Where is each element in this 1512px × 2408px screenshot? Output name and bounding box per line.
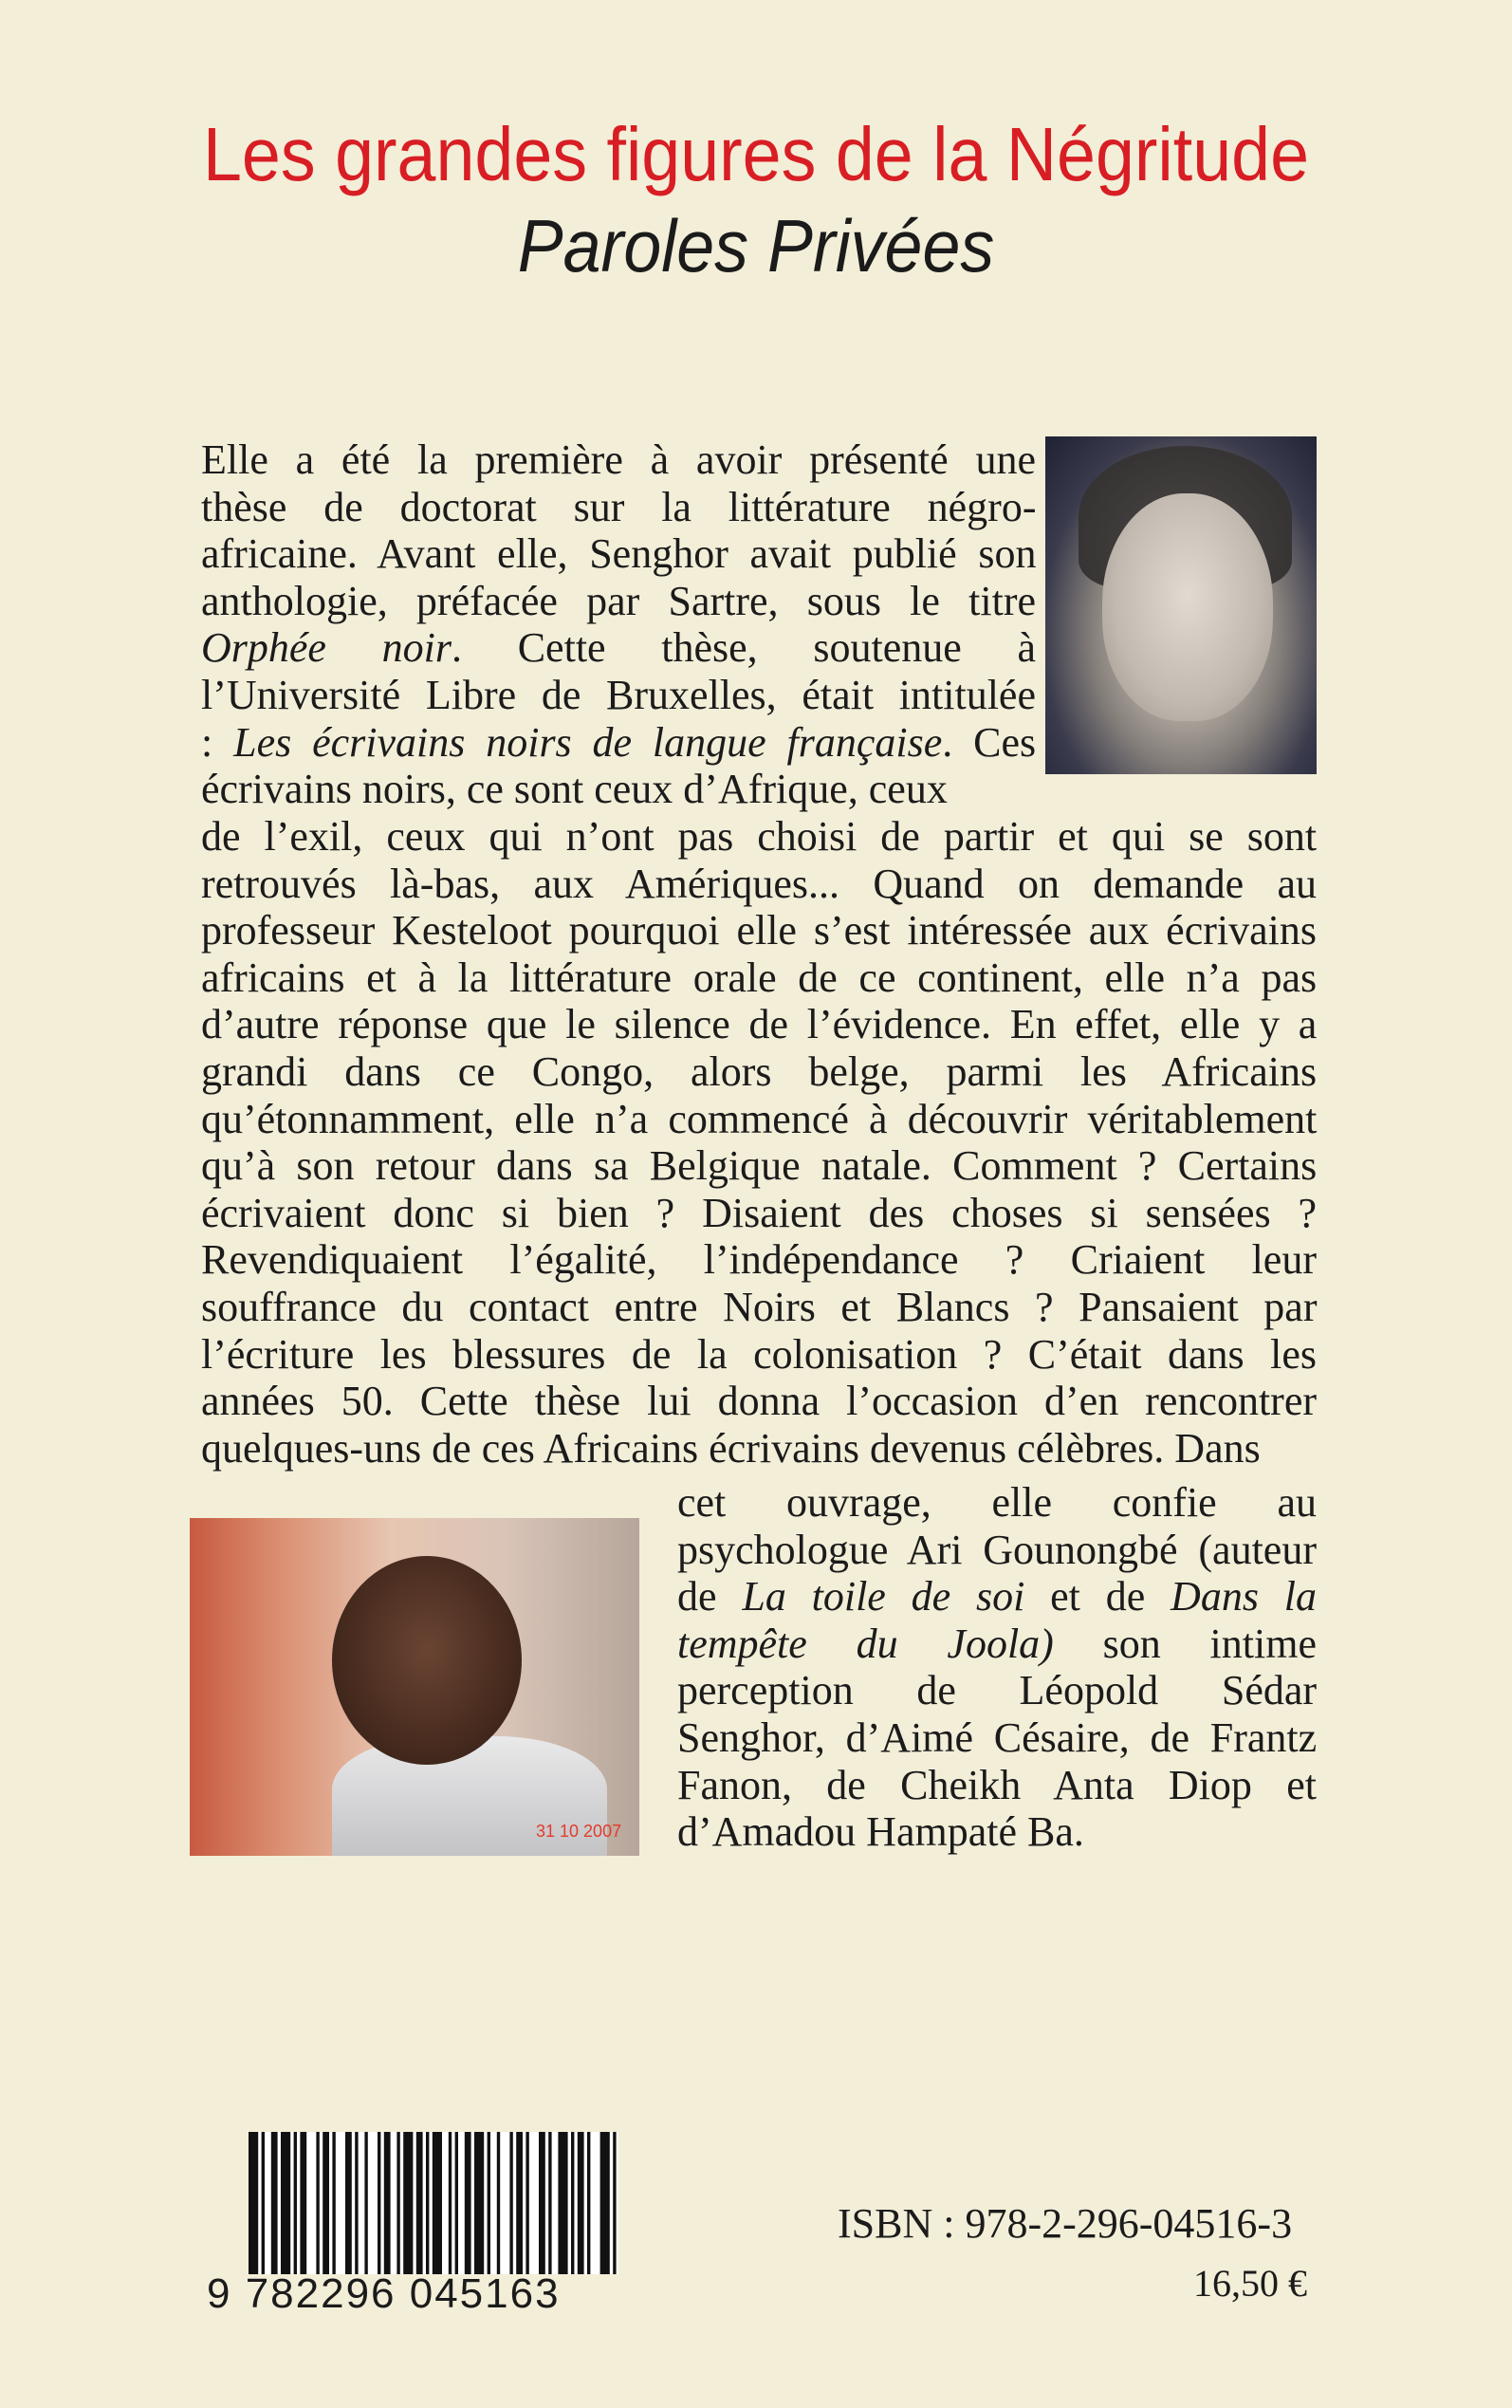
- text-line: l’écriture les blessures de la colonisation ? C’était dans les: [201, 1330, 1317, 1378]
- text-line: [677, 1621, 1317, 1668]
- barcode-bar: [474, 2132, 484, 2274]
- barcode-bar: [587, 2132, 590, 2274]
- barcode-bar: [378, 2132, 380, 2274]
- italic-title: La toile de soi: [742, 1573, 1025, 1621]
- barcode-bar: [345, 2132, 352, 2274]
- text-line: cet ouvrage, elle confie au: [677, 1479, 1317, 1526]
- barcode-digits: 9 782296 045163: [207, 2270, 561, 2317]
- text-line: africaine. Avant elle, Senghor avait publié son: [201, 530, 1037, 578]
- barcode-bar: [396, 2132, 399, 2274]
- text-line: Fanon, de Cheikh Anta Diop et: [677, 1761, 1317, 1808]
- text-segment: et de: [1024, 1573, 1171, 1621]
- text-block-lower: [677, 1479, 1317, 1856]
- text-block-upper: [201, 436, 1036, 813]
- text-line: écrivaient donc si bien ? Disaient des choses si sensées ?: [201, 1189, 1318, 1236]
- barcode-bar: [316, 2132, 319, 2274]
- text-line: thèse de doctorat sur la littérature négro-: [201, 483, 1037, 530]
- barcode-bar: [526, 2132, 528, 2274]
- barcode-bar: [578, 2132, 584, 2274]
- barcode-bar: [300, 2132, 306, 2274]
- photo-face: [332, 1556, 522, 1765]
- text-line: Revendiquaient l’égalité, l’indépendance ? Criaient leur: [201, 1236, 1317, 1284]
- italic-title: Dans la: [1171, 1573, 1317, 1621]
- italic-title: Orphée noir: [201, 624, 452, 672]
- interviewee-photo: [190, 1518, 639, 1856]
- barcode-bar: [323, 2132, 329, 2274]
- barcode-bar: [384, 2132, 391, 2274]
- barcode-bar: [364, 2132, 367, 2274]
- text-line: Senghor, d’Aimé Césaire, de Frantz: [677, 1713, 1318, 1761]
- barcode-bar: [497, 2132, 500, 2274]
- text-line: souffrance du contact entre Noirs et Blancs ? Pansaient par: [201, 1283, 1318, 1330]
- text-block-middle: [201, 813, 1317, 1472]
- text-line: de l’exil, ceux qui n’ont pas choisi de partir et qui se sont: [201, 813, 1318, 860]
- text-line: grandi dans ce Congo, alors belge, parmi les Africains: [201, 1047, 1318, 1095]
- text-line: psychologue Ari Gounongbé (auteur: [677, 1526, 1317, 1573]
- barcode-bar: [426, 2132, 429, 2274]
- text-line: [201, 719, 1036, 767]
- text-segment: . Cette thèse, soutenue à: [452, 624, 1037, 672]
- text-line: Elle a été la première à avoir présenté une: [201, 436, 1036, 483]
- barcode-bar: [571, 2132, 574, 2274]
- barcode-bar: [249, 2132, 258, 2274]
- barcode-bar: [509, 2132, 512, 2274]
- book-subtitle: Paroles Privées: [517, 204, 995, 287]
- text-line: d’autre réponse que le silence de l’évidence. En effet, elle y a: [201, 1001, 1318, 1048]
- price: 16,50 €: [1193, 2262, 1307, 2305]
- barcode-bars: [249, 2132, 618, 2274]
- isbn-number: ISBN : 978-2-296-04516-3: [838, 2200, 1293, 2247]
- text-segment: son intime: [1053, 1620, 1317, 1667]
- book-title: Les grandes figures de la Négritude: [202, 112, 1310, 196]
- barcode-bar: [281, 2132, 290, 2274]
- barcode-bar: [558, 2132, 567, 2274]
- text-line: écrivains noirs, ce sont ceux d’Afrique, ceux: [201, 766, 948, 813]
- text-line: [201, 624, 1036, 672]
- text-line: d’Amadou Hampaté Ba.: [677, 1808, 1084, 1856]
- photo-date-stamp: 31 10 2007: [536, 1822, 622, 1841]
- text-line: quelques-uns de ces Africains écrivains devenus célèbres. Dans: [201, 1424, 1261, 1472]
- text-line: retrouvés là-bas, aux Amériques... Quand on demande au: [201, 860, 1317, 907]
- text-line: [677, 1573, 1317, 1621]
- barcode-bar: [516, 2132, 523, 2274]
- barcode: [249, 2132, 618, 2274]
- text-line: qu’étonnamment, elle n’a commencé à découvrir véritablement: [201, 1095, 1318, 1142]
- barcode-bar: [449, 2132, 452, 2274]
- text-line: qu’à son retour dans sa Belgique natale. Comment ? Certains: [201, 1142, 1318, 1190]
- text-line: anthologie, préfacée par Sartre, sous le titre: [201, 577, 1036, 624]
- barcode-bar: [455, 2132, 458, 2274]
- text-line: années 50. Cette thèse lui donna l’occasion d’en rencontrer: [201, 1378, 1317, 1425]
- barcode-bar: [355, 2132, 358, 2274]
- text-line: africains et à la littérature orale de ce continent, elle n’a pas: [201, 954, 1318, 1001]
- text-segment: . Ces: [942, 718, 1037, 766]
- text-line: professeur Kesteloot pourquoi elle s’est intéressée aux écrivains: [201, 907, 1317, 954]
- barcode-bar: [262, 2132, 265, 2274]
- text-segment: :: [201, 718, 234, 766]
- barcode-bar: [488, 2132, 490, 2274]
- barcode-bar: [613, 2132, 616, 2274]
- author-portrait-photo: [1045, 436, 1317, 774]
- barcode-bar: [416, 2132, 423, 2274]
- barcode-bar: [271, 2132, 278, 2274]
- barcode-bar: [465, 2132, 471, 2274]
- barcode-bar: [332, 2132, 335, 2274]
- barcode-bar: [539, 2132, 545, 2274]
- portrait-face: [1102, 493, 1273, 721]
- text-segment: de: [677, 1573, 743, 1621]
- text-line: l’Université Libre de Bruxelles, était intitulée: [201, 671, 1036, 718]
- barcode-bar: [403, 2132, 413, 2274]
- barcode-bar: [600, 2132, 610, 2274]
- text-line: perception de Léopold Sédar: [677, 1667, 1318, 1714]
- barcode-bar: [433, 2132, 442, 2274]
- barcode-bar: [548, 2132, 551, 2274]
- italic-title: tempête du Joola): [677, 1620, 1054, 1667]
- barcode-bar: [294, 2132, 297, 2274]
- italic-title: Les écrivains noirs de langue française: [233, 718, 943, 766]
